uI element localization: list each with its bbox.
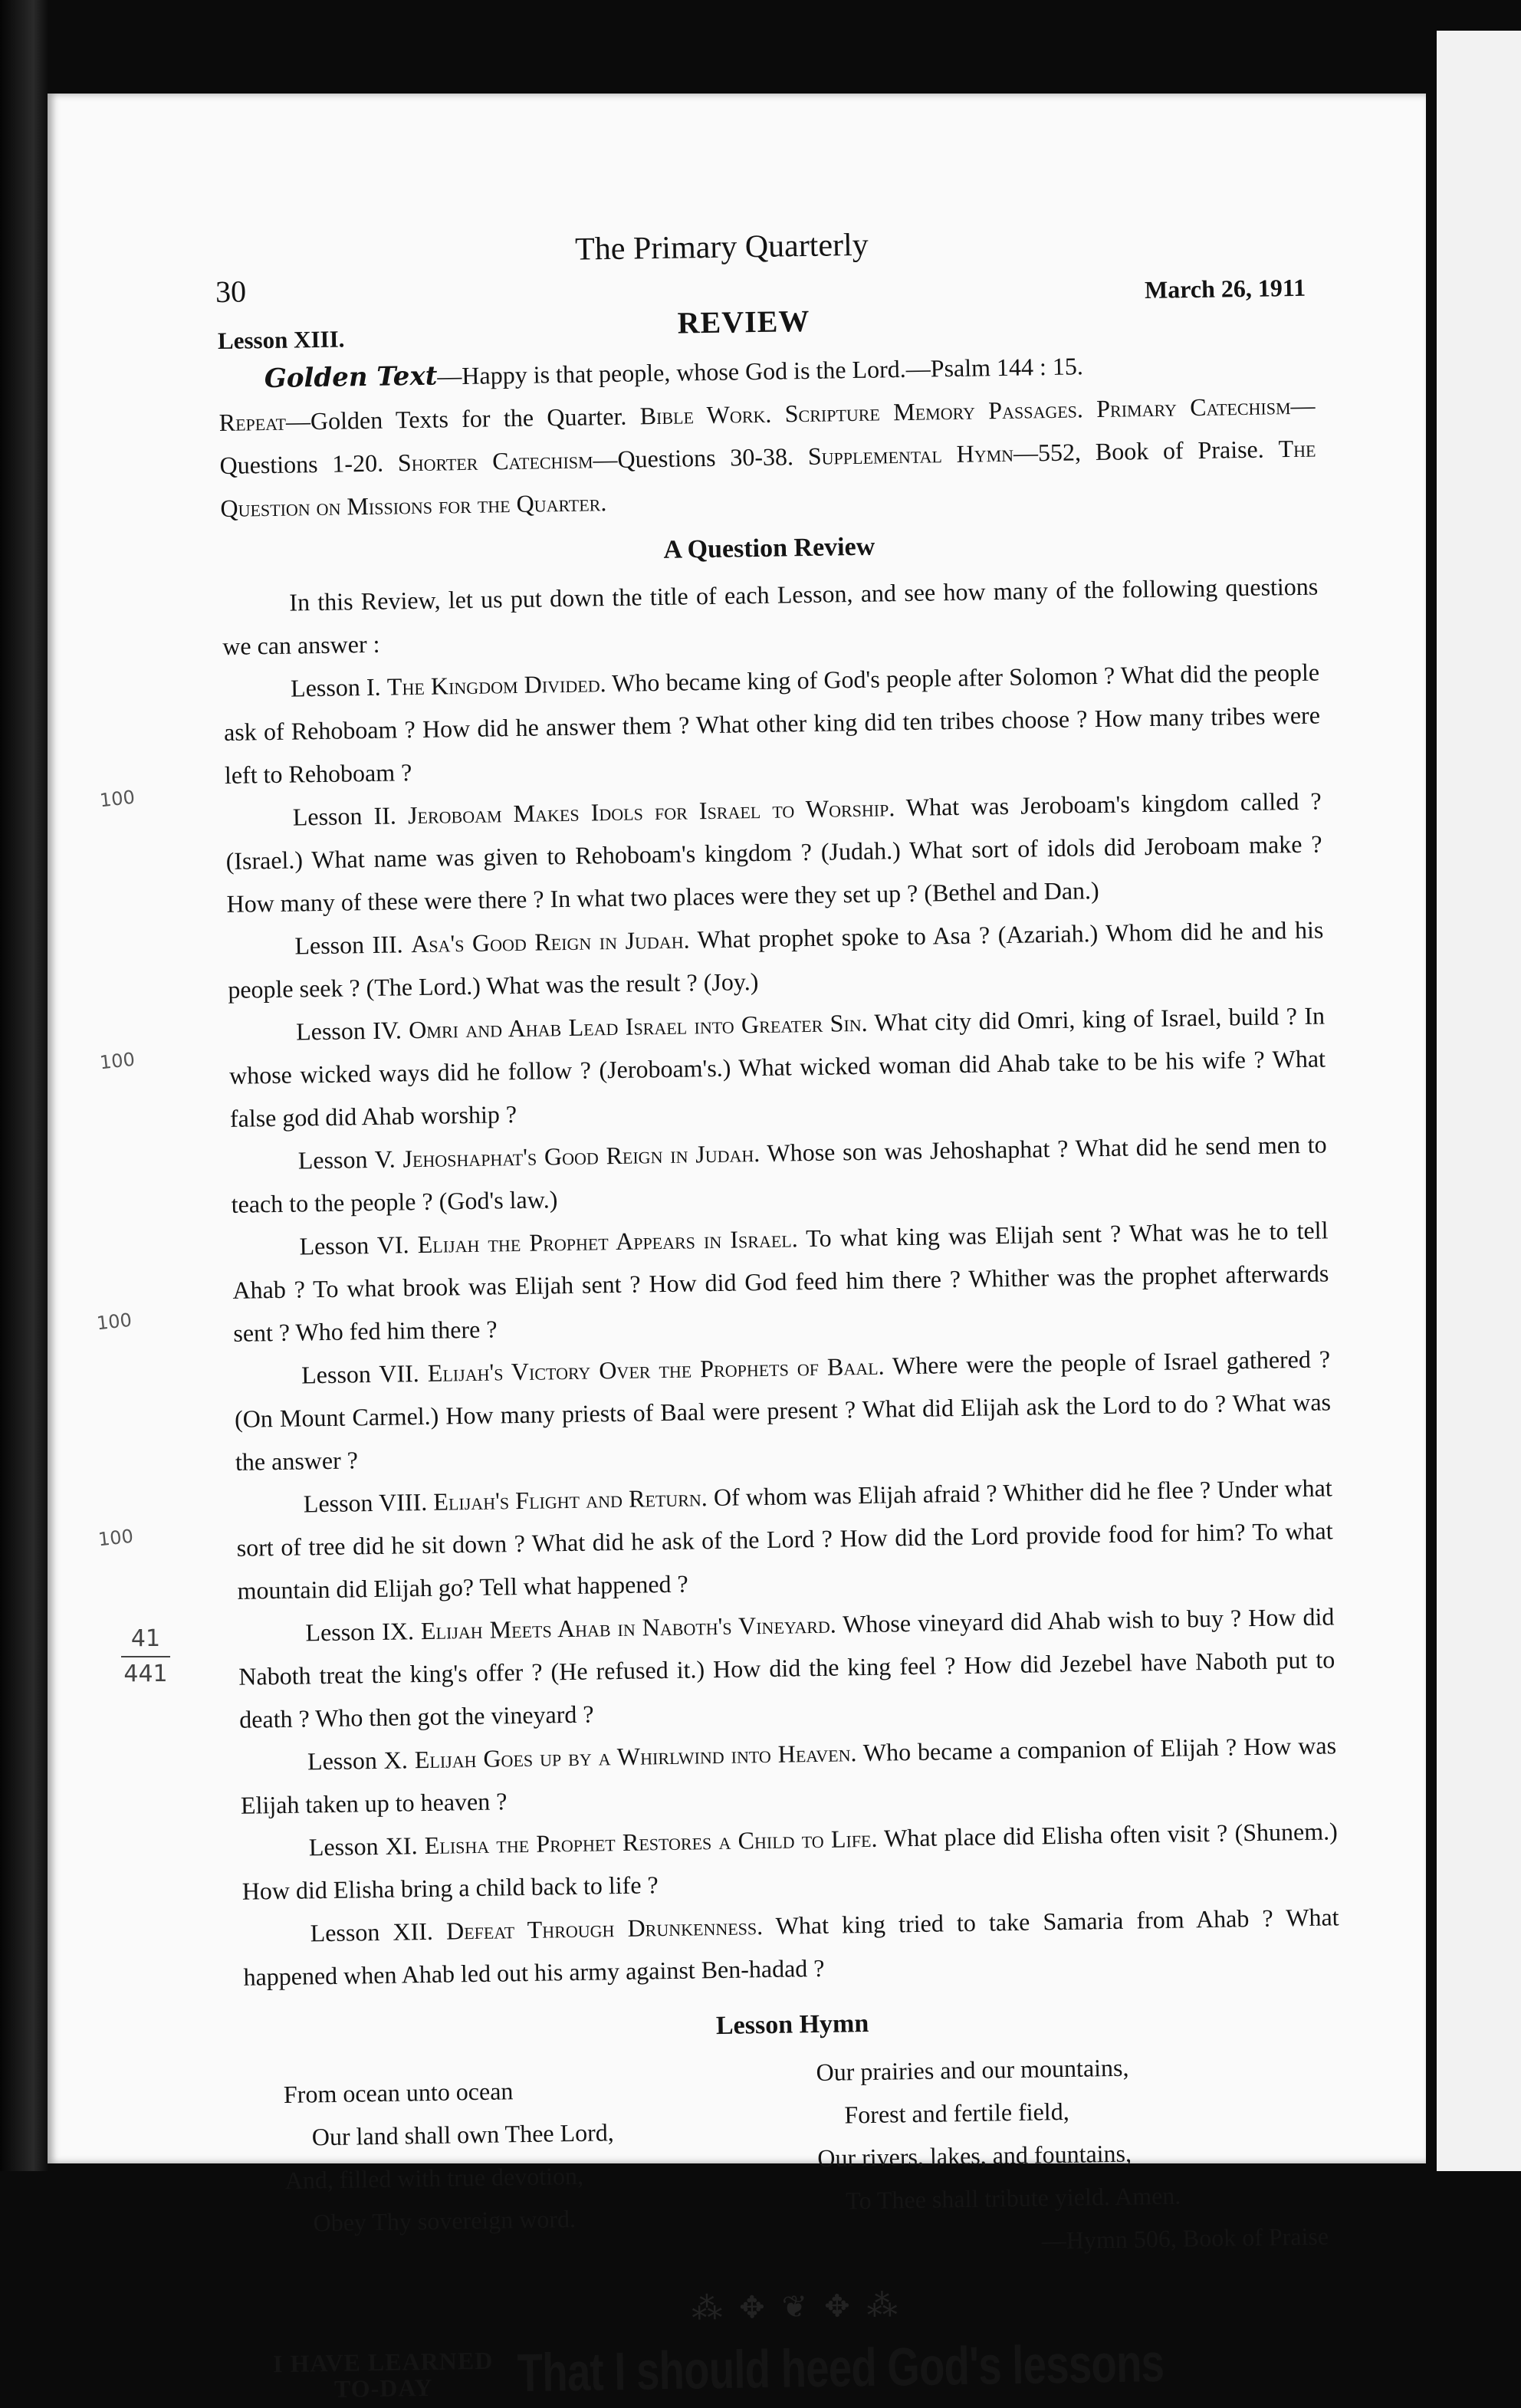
lesson-date: March 26, 1911 xyxy=(1144,273,1306,304)
learned-label-line: TO-DAY xyxy=(333,2373,433,2403)
lesson-question-paragraph xyxy=(240,1723,1338,1826)
hymn-column-right xyxy=(808,2042,1344,2265)
lesson-questions: Whose vineyard did Ahab wish to buy ? How did Naboth treat the king's offer ? (He refused it.) How did the king feel ? How did Jezebel have Naboth put to death ? Who then got the vineyard ? xyxy=(238,1602,1335,1733)
margin-note: 100 xyxy=(95,1309,133,1335)
review-intro: In this Review, let us put down the title of each Lesson, and see how many of the following questions we can answer : xyxy=(222,572,1319,660)
lesson-name: Elijah the Prophet Appears in Israel. xyxy=(417,1224,798,1259)
lesson-label: Lesson XIII. xyxy=(217,325,345,355)
lesson-number: Lesson II. xyxy=(292,801,397,831)
lesson-questions: To what king was Elijah sent ? What was he to tell Ahab ? To what brook was Elijah sent ? How did God feed him there ? Whither was the prophet afterwards sent ? Who fed him there ? xyxy=(232,1216,1329,1347)
margin-fraction xyxy=(121,1624,170,1690)
hymn-line: And, filled with true devotion, xyxy=(284,2161,584,2194)
hymn-column-left xyxy=(245,2051,811,2275)
supplemental-hymn-text: —552, Book of Praise. xyxy=(1013,435,1279,467)
lesson-number: Lesson VIII. xyxy=(303,1487,428,1518)
lesson-questions: Who became a companion of Elijah ? How was Elijah taken up to heaven ? xyxy=(240,1731,1337,1819)
lesson-name: Elijah's Flight and Return. xyxy=(433,1483,708,1516)
hymn-line: Obey Thy sovereign word. xyxy=(313,2204,577,2237)
shorter-catechism-text: —Questions 30-38. xyxy=(593,442,809,474)
hymn-attribution: —Hymn 506, Book of Praise xyxy=(1041,2222,1329,2255)
hymn-line: From ocean unto ocean xyxy=(283,2077,514,2108)
page-number: 30 xyxy=(215,274,247,310)
lesson-questions: What place did Elisha often visit ? (Shunem.) How did Elisha bring a child back to life ? xyxy=(241,1817,1339,1905)
lesson-questions: What was Jeroboam's kingdom called ? (Israel.) What name was given to Rehoboam's kingdom ? (Judah.) What sort of idols did Jeroboam make ? How many of these were there ? In what two places were they set up ? (Bethel and Dan.) xyxy=(225,787,1322,918)
lesson-name: Asa's Good Reign in Judah. xyxy=(410,925,690,958)
lesson-question-paragraph xyxy=(223,651,1321,797)
lesson-question-list xyxy=(223,651,1340,1999)
hymn-line: Forest and fertile field, xyxy=(844,2097,1069,2129)
missions-question-label: The Question on Missions for the Quarter. xyxy=(220,434,1316,522)
hymn-line: Our land shall own Thee Lord, xyxy=(311,2118,615,2151)
running-title: The Primary Quarterly xyxy=(574,227,869,268)
lesson-questions: Of whom was Elijah afraid ? Whither did he flee ? Under what sort of tree did he sit down ? What did he ask of the Lord ? How did the Lord provide food for him? To what mountain did Elijah go? Tell what happened ? xyxy=(236,1473,1333,1605)
lesson-questions: What king tried to take Samaria from Ahab ? What happened when Ahab led out his army against Ben-hadad ? xyxy=(243,1903,1339,1991)
lesson-name: Omri and Ahab Lead Israel into Greater Sin. xyxy=(408,1008,868,1044)
lesson-question-paragraph xyxy=(241,1809,1339,1912)
margin-note: 100 xyxy=(98,786,136,812)
margin-note: 100 xyxy=(97,1525,135,1551)
lesson-questions: What city did Omri, king of Israel, build ? In whose wicked ways did he follow ? (Jeroboam's.) What wicked woman did Ahab take to be his wife ? What false god did Ahab worship ? xyxy=(228,1001,1326,1132)
lesson-question-paragraph xyxy=(242,1895,1340,1998)
lesson-question-paragraph xyxy=(230,1122,1328,1225)
golden-text-body: —Happy is that people, whose God is the Lord.—Psalm 144 : 15. xyxy=(437,352,1084,390)
section-heading: A Question Review xyxy=(663,532,875,564)
lesson-number: Lesson IV. xyxy=(295,1016,402,1046)
lesson-number: Lesson I. xyxy=(290,672,381,702)
lesson-name: Jeroboam Makes Idols for Israel to Worship. xyxy=(407,793,895,829)
learned-label-line: I HAVE LEARNED xyxy=(272,2346,494,2378)
bible-work-label: Bible Work. Scripture Memory Passages. xyxy=(639,395,1084,430)
fraction-bar xyxy=(121,1656,170,1657)
lesson-name: Elisha the Prophet Restores a Child to Life. xyxy=(424,1824,878,1860)
lesson-number: Lesson VII. xyxy=(301,1359,420,1389)
lesson-question-paragraph xyxy=(234,1337,1332,1483)
hymn-line: Our rivers, lakes, and fountains, xyxy=(817,2139,1132,2173)
margin-note: 100 xyxy=(98,1048,136,1074)
primary-catechism-label: Primary Catechism xyxy=(1082,392,1291,423)
lesson-questions: Whose son was Jehoshaphat ? What did he send men to teach to the people ? (God's law.) xyxy=(231,1130,1327,1218)
lesson-name: Elijah Goes up by a Whirlwind into Heaven. xyxy=(414,1739,857,1774)
lesson-question-paragraph xyxy=(232,1208,1329,1354)
lesson-question-paragraph xyxy=(228,994,1326,1139)
lesson-number: Lesson VI. xyxy=(299,1230,409,1260)
lesson-number: Lesson XI. xyxy=(308,1831,418,1861)
lesson-number: Lesson XII. xyxy=(310,1917,434,1947)
learned-text: That I should heed God's lessons xyxy=(516,2332,1165,2403)
learned-label xyxy=(249,2347,517,2403)
lesson-name: Elijah Meets Ahab in Naboth's Vineyard. xyxy=(420,1610,837,1645)
page-body xyxy=(218,341,1346,2403)
repeat-text: —Golden Texts for the Quarter. xyxy=(285,402,640,435)
hymn-heading: Lesson Hymn xyxy=(715,2009,869,2041)
lesson-questions: Where were the people of Israel gathered ? (On Mount Carmel.) How many priests of Baal were present ? What did Elijah ask the Lord to do ? What was the answer ? xyxy=(234,1345,1332,1476)
lesson-name: The Kingdom Divided. xyxy=(386,669,606,701)
repeat-block xyxy=(218,384,1316,530)
ornament-divider: ⁂ ✥ ❦ ✥ ⁂ xyxy=(691,2288,902,2326)
lesson-title: REVIEW xyxy=(677,303,810,340)
hymn-line: Our prairies and our mountains, xyxy=(816,2053,1129,2087)
book-spine-shadow xyxy=(0,0,48,2171)
golden-text-label: Golden Text xyxy=(264,360,438,395)
lesson-number: Lesson X. xyxy=(307,1746,409,1776)
lesson-hymn xyxy=(245,2042,1344,2274)
learned-today xyxy=(249,2334,1346,2403)
lesson-number: Lesson III. xyxy=(294,930,403,960)
lesson-name: Jehoshaphat's Good Reign in Judah. xyxy=(402,1139,760,1173)
margin-fraction-denominator: 441 xyxy=(123,1661,168,1687)
supplemental-hymn-label: Supplemental Hymn xyxy=(807,439,1014,470)
lesson-name: Defeat Through Drunkenness. xyxy=(445,1912,764,1945)
lesson-number: Lesson IX. xyxy=(305,1617,415,1647)
shorter-catechism-label: Shorter Catechism xyxy=(397,445,593,477)
lesson-question-paragraph xyxy=(227,908,1325,1010)
lesson-number: Lesson V. xyxy=(297,1145,396,1174)
repeat-label: Repeat xyxy=(218,407,287,437)
lesson-question-paragraph xyxy=(238,1595,1335,1740)
lesson-name: Elijah's Victory Over the Prophets of Baal. xyxy=(427,1352,885,1387)
facing-page-edge xyxy=(1426,31,1521,2171)
hymn-line: To Thee shall tribute yield. Amen. xyxy=(845,2181,1181,2215)
primary-catechism-text: —Questions 1-20. xyxy=(219,391,1316,480)
lesson-questions: Who became king of God's people after Solomon ? What did the people ask of Rehoboam ? How did he answer them ? What other king did ten tribes choose ? How many tribes were left to Rehoboam ? xyxy=(223,658,1321,789)
lesson-questions: What prophet spoke to Asa ? (Azariah.) Whom did he and his people seek ? (The Lord.) What was the result ? (Joy.) xyxy=(228,915,1324,1004)
lesson-question-paragraph xyxy=(235,1466,1333,1611)
margin-fraction-numerator: 41 xyxy=(130,1625,161,1652)
lesson-question-paragraph xyxy=(225,779,1322,925)
